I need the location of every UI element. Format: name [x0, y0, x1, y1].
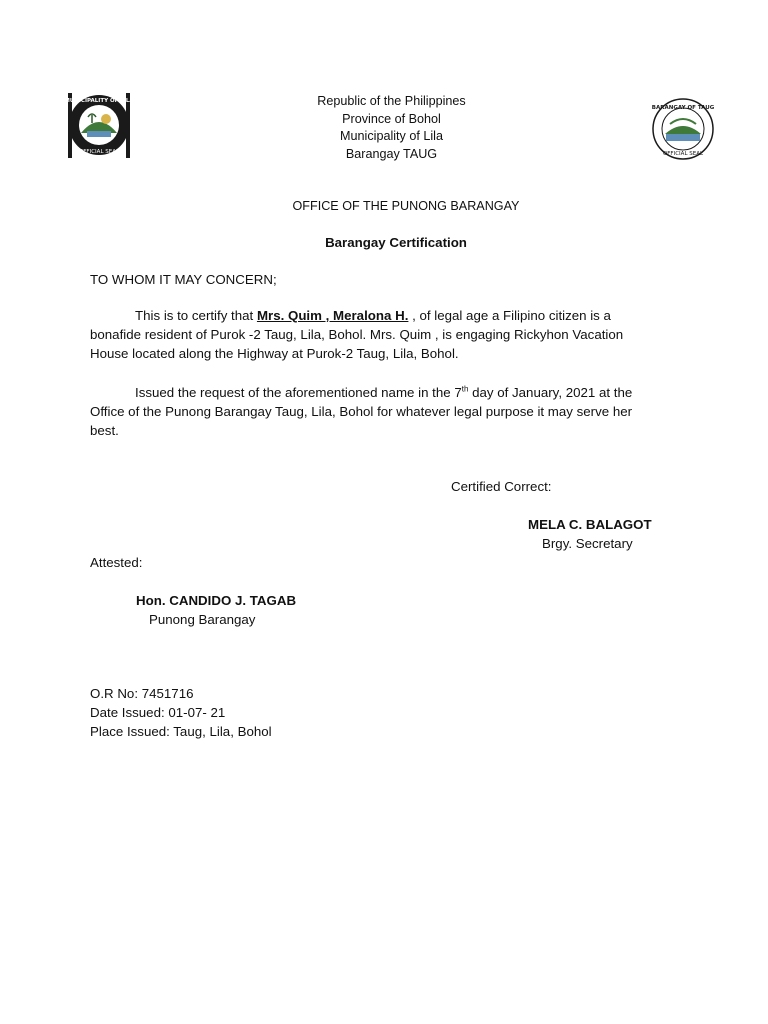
- captain-position: Punong Barangay: [149, 612, 256, 627]
- secretary-name: MELA C. BALAGOT: [528, 517, 652, 532]
- para2-line3: best.: [90, 423, 119, 438]
- para2-prefix: Issued the request of the aforementioned name in the 7: [135, 385, 462, 400]
- header-province: Province of Bohol: [342, 111, 441, 126]
- svg-text:OFFICIAL SEAL: OFFICIAL SEAL: [78, 149, 120, 155]
- document-title: Barangay Certification: [325, 235, 467, 250]
- certification-paragraph: [90, 306, 670, 363]
- secretary-position: Brgy. Secretary: [542, 536, 633, 551]
- para1-line3: House located along the Highway at Purok-2 Taug, Lila, Bohol.: [90, 346, 459, 361]
- attested-label: Attested:: [90, 555, 143, 570]
- para2-line1: [90, 383, 670, 402]
- para2-rest: day of January, 2021 at the: [468, 385, 633, 400]
- place-issued: Place Issued: Taug, Lila, Bohol: [90, 724, 272, 739]
- certified-label: Certified Correct:: [451, 479, 552, 494]
- municipality-seal: [64, 93, 134, 158]
- letterhead: [270, 93, 513, 163]
- ordinal-suffix: th: [461, 384, 469, 394]
- para1-line2: bonafide resident of Purok -2 Taug, Lila, Bohol. Mrs. Quim , is engaging Rickyhon Vacation: [90, 327, 624, 342]
- date-issued: Date Issued: 01-07- 21: [90, 705, 226, 720]
- barangay-seal: [652, 98, 714, 160]
- office-heading: OFFICE OF THE PUNONG BARANGAY: [292, 199, 520, 213]
- header-municipality: Municipality of Lila: [340, 129, 443, 143]
- para2-line2: Office of the Punong Barangay Taug, Lila, Bohol for whatever legal purpose it may serve her: [90, 404, 633, 419]
- header-barangay: Barangay TAUG: [345, 146, 438, 161]
- header-country: Republic of the Philippines: [317, 94, 466, 108]
- captain-name: Hon. CANDIDO J. TAGAB: [136, 593, 297, 608]
- para1-line1: [90, 306, 670, 325]
- svg-text:OFFICIAL SEAL: OFFICIAL SEAL: [662, 151, 704, 157]
- svg-text:BARANGAY OF TAUG: BARANGAY OF TAUG: [651, 105, 715, 111]
- or-number: O.R No: 7451716: [90, 686, 194, 701]
- para1-prefix: This is to certify that: [135, 308, 257, 323]
- issuance-paragraph: [90, 383, 670, 440]
- receipt-details: [90, 684, 272, 741]
- resident-name: Mrs. Quim , Meralona H.: [256, 308, 409, 323]
- svg-text:MUNICIPALITY OF LILA: MUNICIPALITY OF LILA: [64, 98, 134, 104]
- para1-rest: , of legal age a Filipino citizen is a: [408, 308, 611, 323]
- salutation: TO WHOM IT MAY CONCERN;: [90, 272, 277, 287]
